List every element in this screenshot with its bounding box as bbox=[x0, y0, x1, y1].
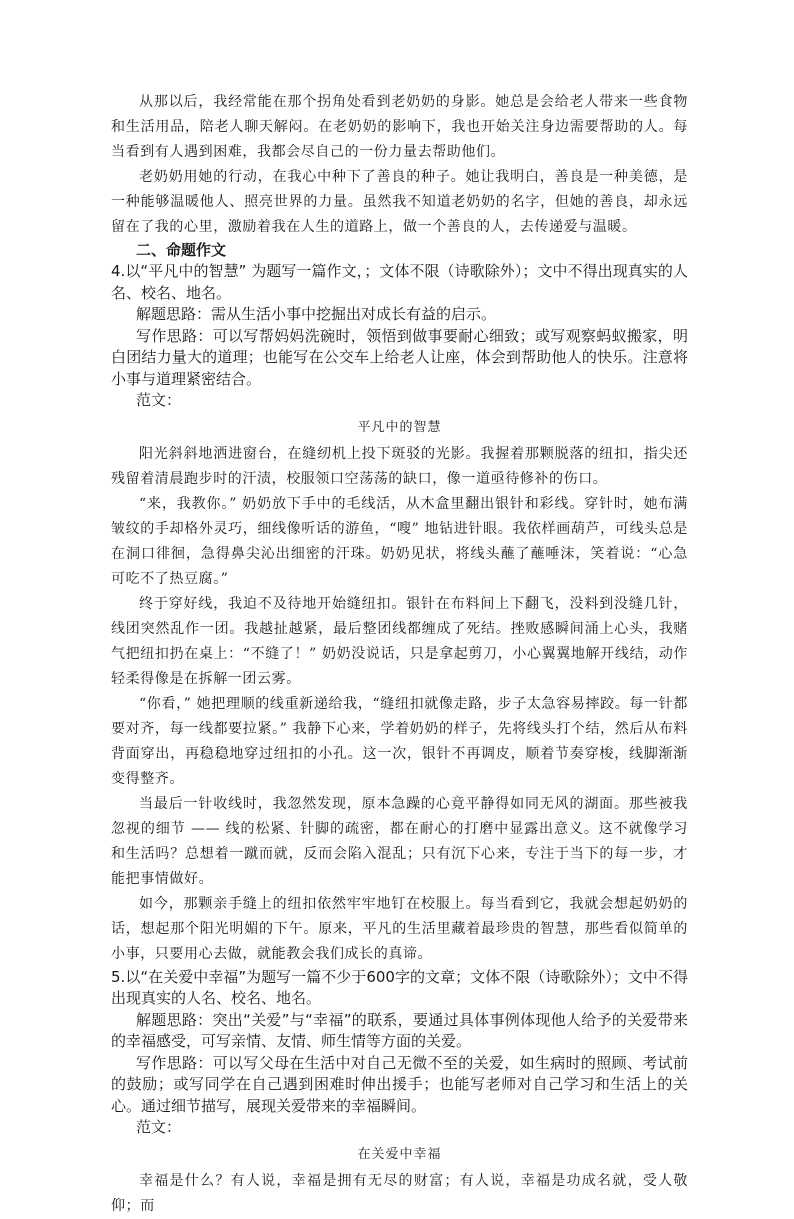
essay-paragraph: 阳光斜斜地洒进窗台，在缝纫机上投下斑驳的光影。我握着那颗脱落的纽扣，指尖还残留着清晨跑步时的汗渍，校服领口空荡荡的缺口，像一道亟待修补的伤口。 bbox=[111, 445, 688, 487]
question-4-prompt: 4.以“平凡中的智慧” 为题写一篇作文，；文体不限（诗歌除外）；文中不得出现真实的人名、校名、地名。 bbox=[111, 262, 688, 302]
question-5-writing-tips: 写作思路：可以写父母在生活中对自己无微不至的关爱，如生病时的照顾、考试前的鼓励；或写同学在自己遇到困难时伸出援手；也能写老师对自己学习和生活上的关心。通过细节描写，展现关爱带来的幸福瞬间。 bbox=[111, 1053, 688, 1115]
question-5-approach: 解题思路：突出“关爱”与“幸福”的联系，要通过具体事例体现他人给予的关爱带来的幸福感受，可写亲情、友情、师生情等方面的关爱。 bbox=[111, 1010, 688, 1050]
essay-title: 在关爱中幸福 bbox=[357, 1146, 442, 1162]
question-4-sample-label: 范文： bbox=[136, 391, 182, 409]
essay-paragraph: “你看，” 她把理顺的线重新递给我，“缝纽扣就像走路，步子太急容易摔跤。每一针都要对齐，每一线都要拉紧。” 我静下心来，学着奶奶的样子，先将线头打个结，然后从布料背面穿出，再稳稳地穿过纽扣的小孔。这一次，银针不再调皮，顺着节奏穿梭，线脚渐渐变得整齐。 bbox=[111, 695, 688, 787]
essay-paragraph: 终于穿好线，我迫不及待地开始缝纽扣。银针在布料间上下翻飞，没料到没缝几针，线团突然乱作一团。我越扯越紧，最后整团线都缠成了死结。挫败感瞬间涌上心头，我赌气把纽扣扔在桌上：“不缝了！” 奶奶没说话，只是拿起剪刀，小心翼翼地解开线结，动作轻柔得像是在拆解一团云雾。 bbox=[111, 595, 688, 687]
essay-paragraph: 当最后一针收线时，我忽然发现，原本急躁的心竟平静得如同无风的湖面。那些被我忽视的细节 —— 线的松紧、针脚的疏密，都在耐心的打磨中显露出意义。这不就像学习和生活吗？总想着一蹴而就，反而会陷入混乱；只有沉下心来，专注于当下的每一步，才能把事情做好。 bbox=[111, 795, 688, 887]
story-paragraph: 老奶奶用她的行动，在我心中种下了善良的种子。她让我明白，善良是一种美德，是一种能够温暖他人、照亮世界的力量。虽然我不知道老奶奶的名字，但她的善良，却永远留在了我的心里，激励着我在人生的道路上，做一个善良的人，去传递爱与温暖。 bbox=[111, 169, 688, 235]
essay-paragraph: 幸福是什么？有人说，幸福是拥有无尽的财富；有人说，幸福是功成名就，受人敬仰；而 bbox=[111, 1172, 688, 1214]
question-4-approach: 解题思路：需从生活小事中挖掘出对成长有益的启示。 bbox=[136, 305, 497, 323]
section-heading: 二、命题作文 bbox=[136, 241, 227, 259]
question-5-prompt: 5.以“在关爱中幸福”为题写一篇不少于600字的文章；文体不限（诗歌除外）；文中不得出现真实的人名、校名、地名。 bbox=[111, 967, 688, 1007]
essay-paragraph: 如今，那颗亲手缝上的纽扣依然牢牢地钉在校服上。每当看到它，我就会想起奶奶的话，想起那个阳光明媚的下午。原来，平凡的生活里藏着最珍贵的智慧，那些看似简单的小事，只要用心去做，就能教会我们成长的真谛。 bbox=[111, 895, 688, 962]
question-5-sample-label: 范文： bbox=[136, 1118, 182, 1136]
essay-paragraph: “来，我教你。” 奶奶放下手中的毛线活，从木盒里翻出银针和彩线。穿针时，她布满皱纹的手却格外灵巧，细线像听话的游鱼，“嗖” 地钻进针眼。我依样画葫芦，可线头总是在洞口徘徊，急得鼻尖沁出细密的汗珠。奶奶见状，将线头蘸了蘸唾沫，笑着说：“心急可吃不了热豆腐。” bbox=[111, 495, 688, 587]
essay-title: 平凡中的智慧 bbox=[357, 419, 442, 435]
story-paragraph: 从那以后，我经常能在那个拐角处看到老奶奶的身影。她总是会给老人带来一些食物和生活用品，陪老人聊天解闷。在老奶奶的影响下，我也开始关注身边需要帮助的人。每当看到有人遇到困难，我都会尽自己的一份力量去帮助他们。 bbox=[111, 94, 688, 160]
question-4-writing-tips: 写作思路：可以写帮妈妈洗碗时，领悟到做事要耐心细致；或写观察蚂蚁搬家，明白团结力量大的道理；也能写在公交车上给老人让座，体会到帮助他人的快乐。注意将小事与道理紧密结合。 bbox=[111, 326, 688, 388]
